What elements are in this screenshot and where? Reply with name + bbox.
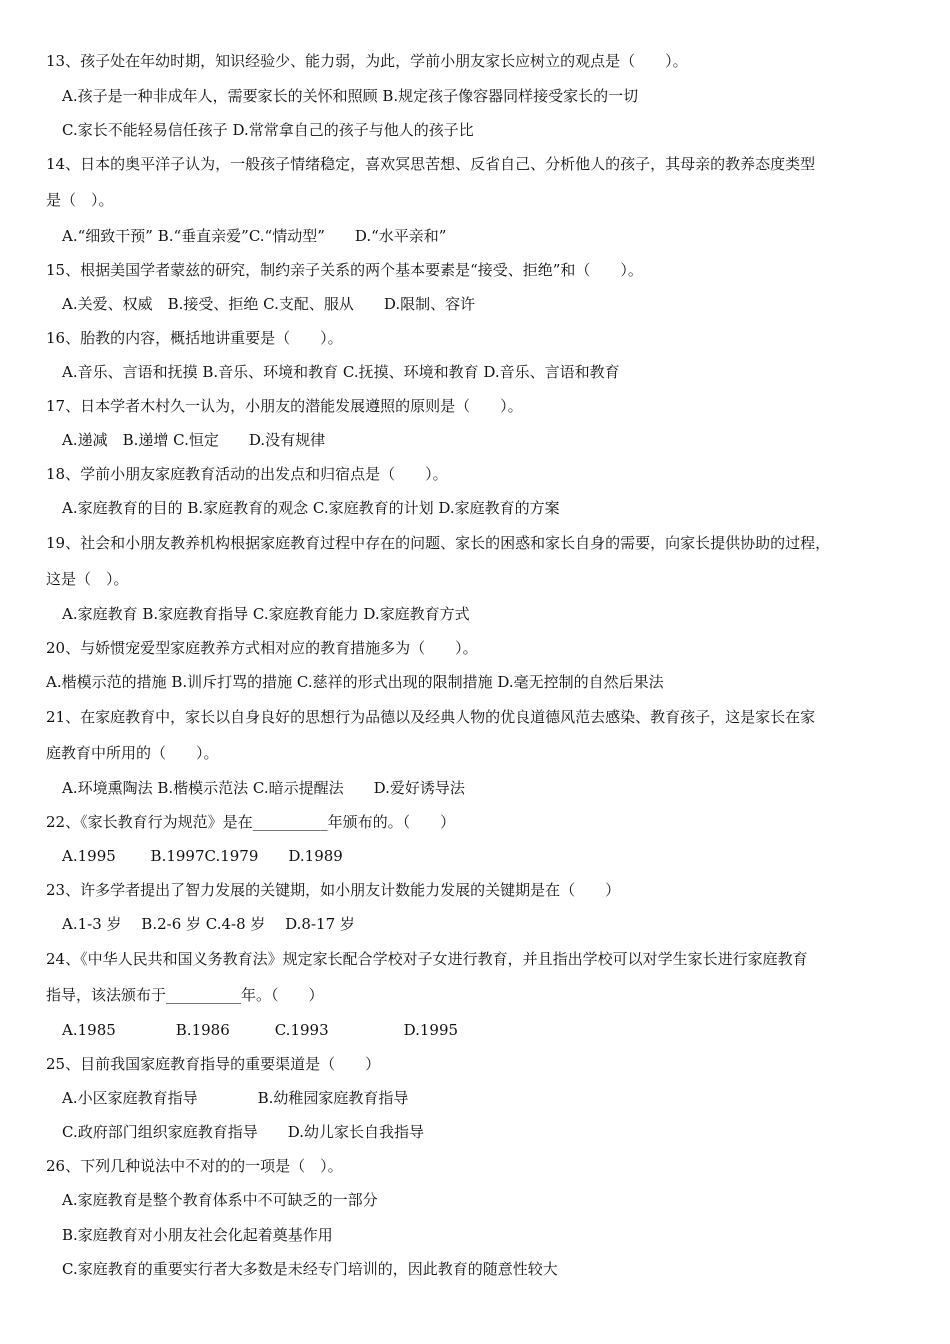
question-13-options: A.孩子是一种非成年人，需要家长的关怀和照顾 B.规定孩子像容器同样接受家长的一切: [62, 87, 639, 105]
question-24-options: A.1985 B.1986 C.1993 D.1995: [62, 1021, 459, 1039]
question-26-options: B.家庭教育对小朋友社会化起着奠基作用: [62, 1226, 333, 1244]
question-14-stem: 14、日本的奥平洋子认为，一般孩子情绪稳定，喜欢冥思苦想、反省自己、分析他人的孩子，其母亲的教养态度类型: [46, 155, 816, 173]
question-21-stem: 庭教育中所用的（ ）。: [46, 744, 219, 762]
question-19-stem: 这是（ ）。: [46, 570, 129, 588]
question-24-stem: 指导，该法颁布于__________年。（ ）: [46, 986, 324, 1004]
question-15-stem: 15、根据美国学者蒙兹的研究，制约亲子关系的两个基本要素是“接受、拒绝”和（ ）。: [46, 261, 643, 279]
question-25-options: A.小区家庭教育指导 B.幼稚园家庭教育指导: [62, 1089, 409, 1107]
question-14-stem: 是（ ）。: [46, 191, 114, 209]
question-14-options: A.“细致干预” B.“垂直亲爱”C.“情动型” D.“水平亲和”: [62, 227, 447, 245]
question-23-options: A.1-3 岁 B.2-6 岁 C.4-8 岁 D.8-17 岁: [62, 915, 355, 933]
question-13-stem: 13、孩子处在年幼时期，知识经验少、能力弱，为此，学前小朋友家长应树立的观点是（ ）。: [46, 52, 688, 70]
question-19-stem: 19、社会和小朋友教养机构根据家庭教育过程中存在的问题、家长的困惑和家长自身的需要，向家长提供协助的过程，: [46, 534, 831, 552]
question-16-stem: 16、胎教的内容，概括地讲重要是（ ）。: [46, 329, 343, 347]
question-21-options: A.环境熏陶法 B.楷模示范法 C.暗示提醒法 D.爱好诱导法: [62, 779, 465, 797]
question-24-stem: 24、《中华人民共和国义务教育法》规定家长配合学校对子女进行教育，并且指出学校可以对学生家长进行家庭教育: [46, 950, 808, 968]
question-25-stem: 25、目前我国家庭教育指导的重要渠道是（ ）: [46, 1055, 381, 1073]
question-22-stem: 22、《家长教育行为规范》是在__________年颁布的。（ ）: [46, 813, 456, 831]
question-13-options: C.家长不能轻易信任孩子 D.常常拿自己的孩子与他人的孩子比: [62, 121, 474, 139]
question-18-options: A.家庭教育的目的 B.家庭教育的观念 C.家庭教育的计划 D.家庭教育的方案: [62, 499, 560, 517]
question-17-options: A.递减 B.递增 C.恒定 D.没有规律: [62, 431, 326, 449]
question-20-stem: 20、与娇惯宠爱型家庭教养方式相对应的教育措施多为（ ）。: [46, 639, 478, 657]
question-16-options: A.音乐、言语和抚摸 B.音乐、环境和教育 C.抚摸、环境和教育 D.音乐、言语和教育: [62, 363, 620, 381]
question-20-options: A.楷模示范的措施 B.训斥打骂的措施 C.慈祥的形式出现的限制措施 D.毫无控制的自然后果法: [46, 673, 664, 691]
question-26-options: C.家庭教育的重要实行者大多数是未经专门培训的，因此教育的随意性较大: [62, 1260, 558, 1278]
question-25-options: C.政府部门组织家庭教育指导 D.幼儿家长自我指导: [62, 1123, 424, 1141]
question-17-stem: 17、日本学者木村久一认为，小朋友的潜能发展遵照的原则是（ ）。: [46, 397, 523, 415]
question-26-stem: 26、下列几种说法中不对的的一项是（ ）。: [46, 1157, 343, 1175]
question-19-options: A.家庭教育 B.家庭教育指导 C.家庭教育能力 D.家庭教育方式: [62, 605, 470, 623]
question-22-options: A.1995 B.1997C.1979 D.1989: [62, 847, 343, 865]
question-23-stem: 23、许多学者提出了智力发展的关键期，如小朋友计数能力发展的关键期是在（ ）: [46, 881, 621, 899]
question-15-options: A.关爱、权威 B.接受、拒绝 C.支配、服从 D.限制、容许: [62, 295, 476, 313]
question-21-stem: 21、在家庭教育中，家长以自身良好的思想行为品德以及经典人物的优良道德风范去感染、教育孩子，这是家长在家: [46, 708, 816, 726]
question-18-stem: 18、学前小朋友家庭教育活动的出发点和归宿点是（ ）。: [46, 465, 448, 483]
question-26-options: A.家庭教育是整个教育体系中不可缺乏的一部分: [62, 1191, 378, 1209]
